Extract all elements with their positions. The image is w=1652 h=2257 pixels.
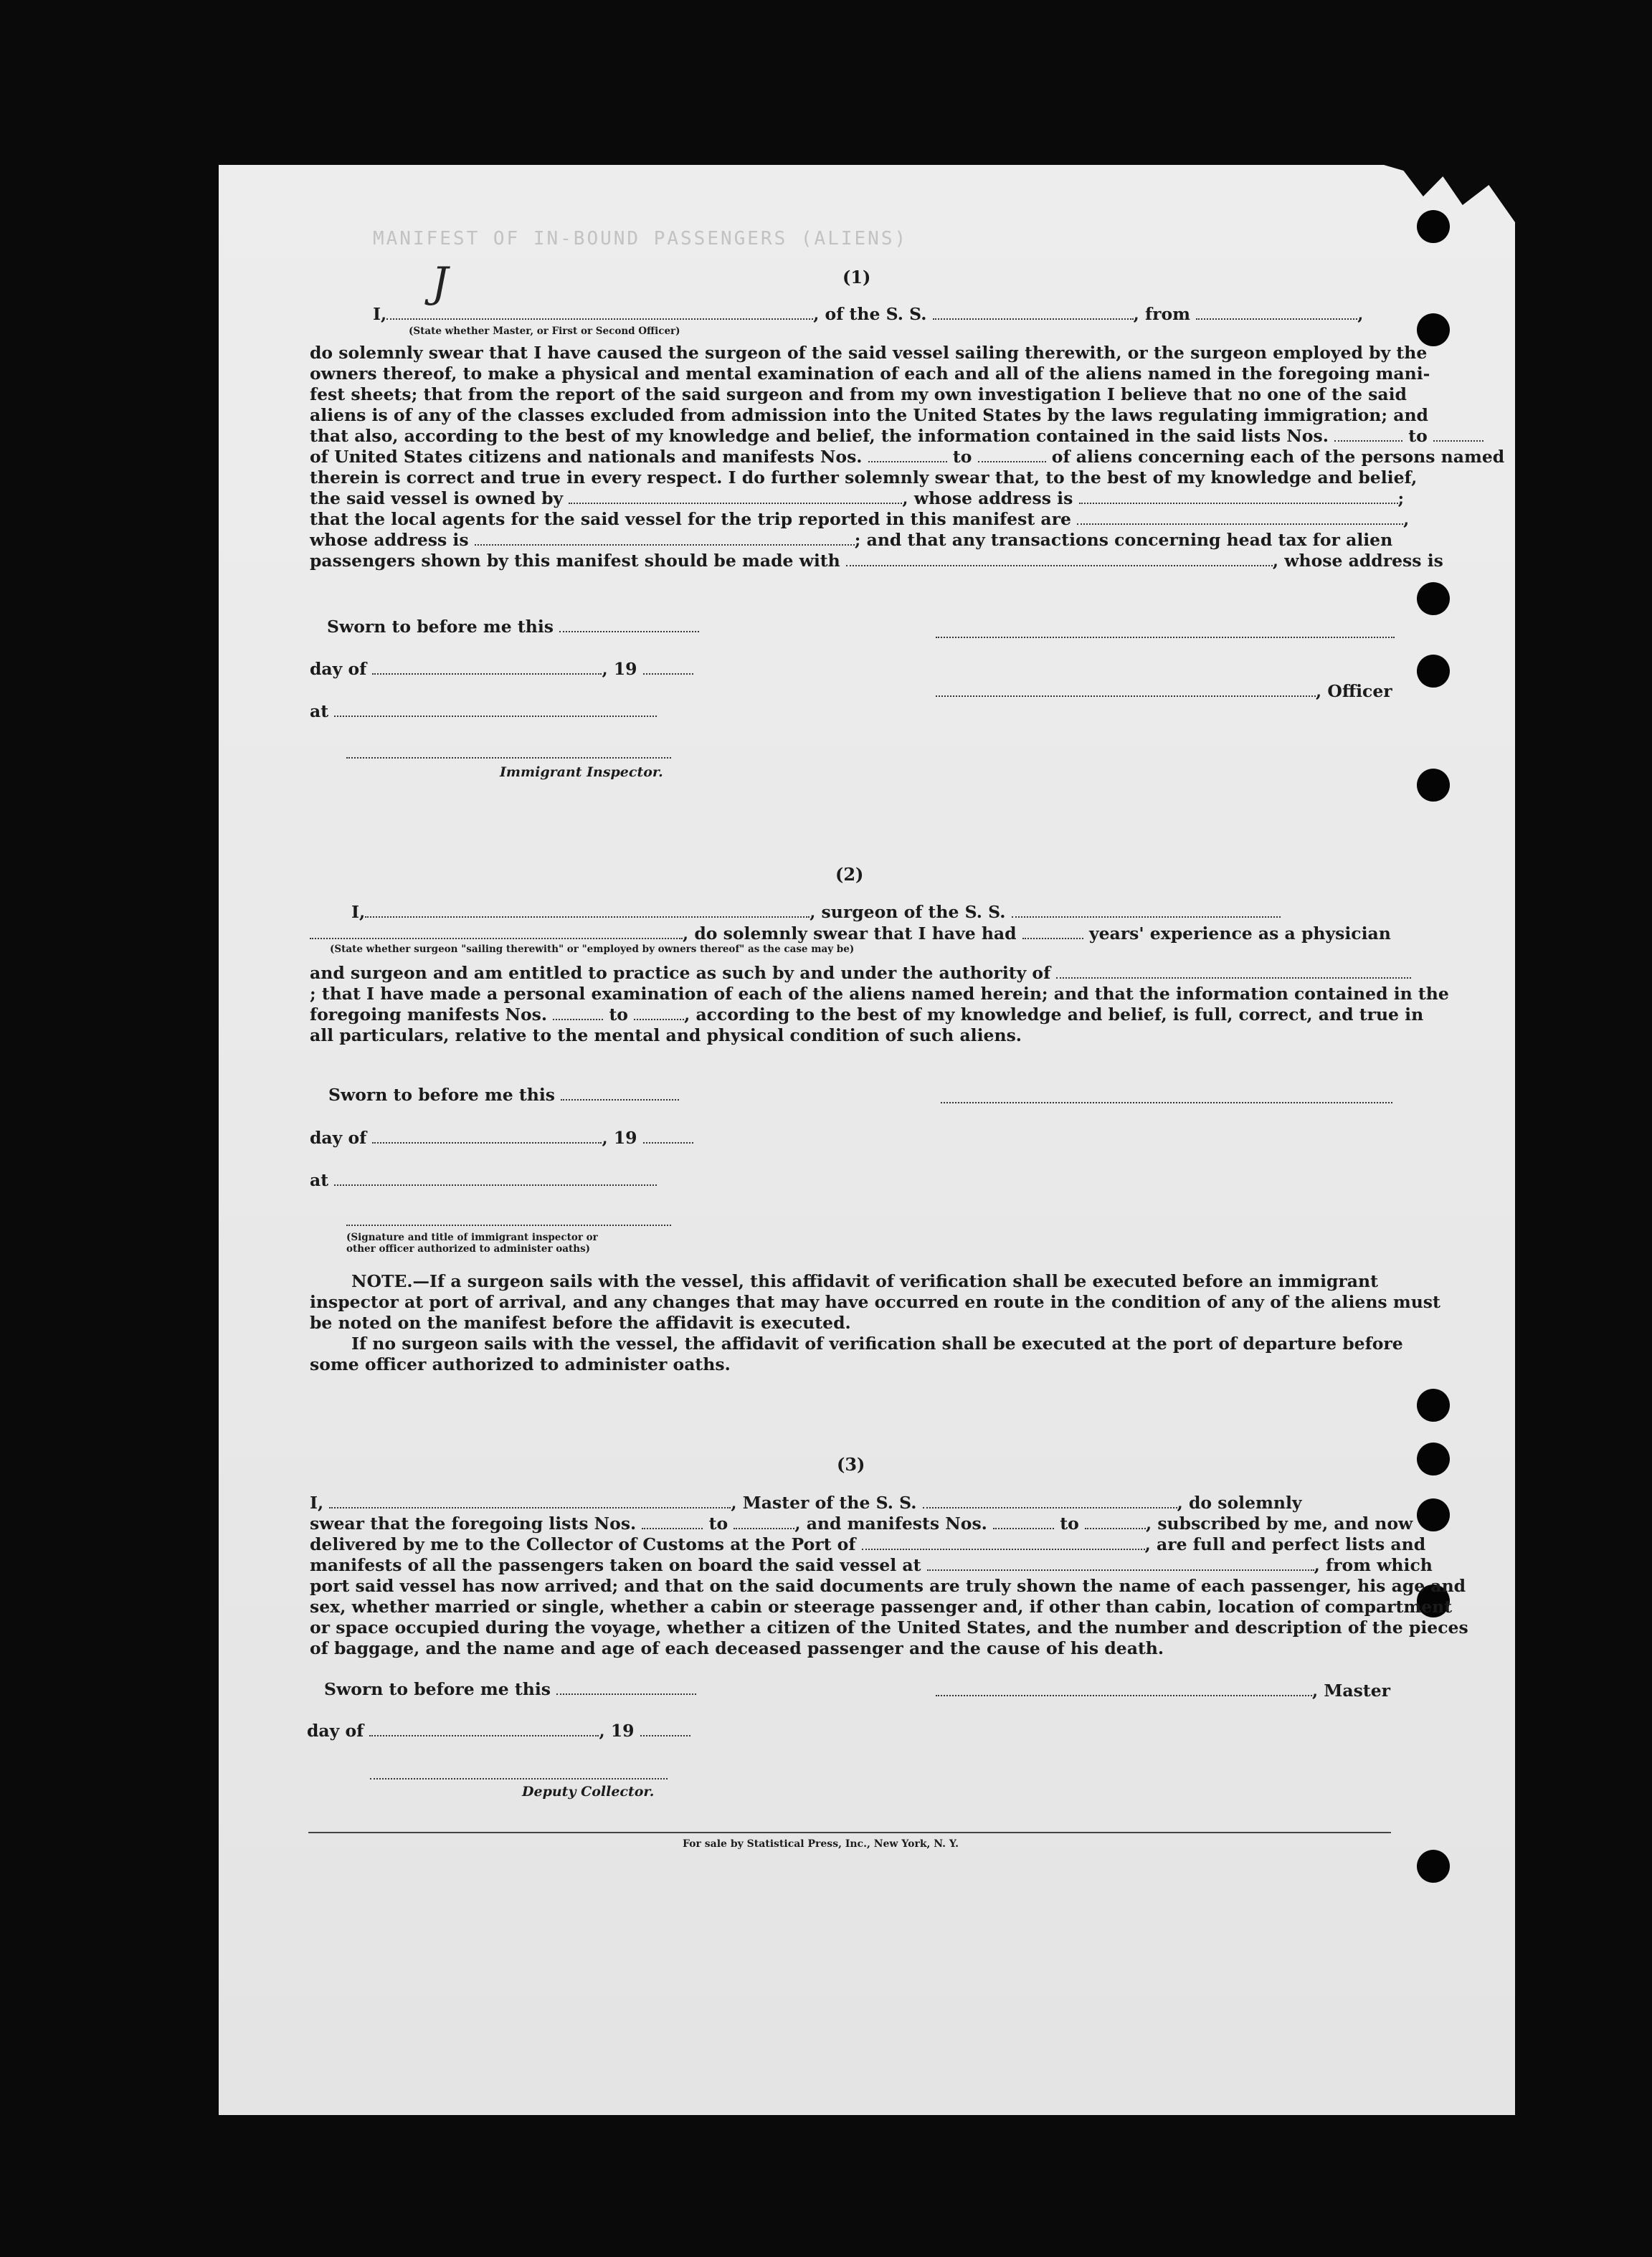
note-line-2: inspector at port of arrival, and any changes that may have occurred en route in the condition of any of the aliens must	[310, 1292, 1440, 1312]
note-line-4: If no surgeon sails with the vessel, the affidavit of verification shall be executed at the port of departure before	[351, 1334, 1403, 1354]
punch-hole	[1417, 1443, 1450, 1476]
affidavit-1-line-8: therein is correct and true in every respect. I do further solemnly swear that, to the best of my knowledge and belief,	[310, 467, 1418, 488]
punch-hole	[1417, 1850, 1450, 1883]
affidavit-3-line-7: or space occupied during the voyage, whether a citizen of the United States, and the number and description of the pieces	[310, 1617, 1468, 1638]
master-line: , Master	[936, 1681, 1390, 1701]
bleed-through-header: MANIFEST OF IN-BOUND PASSENGERS (ALIENS)	[373, 228, 908, 250]
punch-hole	[1417, 769, 1450, 802]
affidavit-3-line-2: swear that the foregoing lists Nos. to , and manifests Nos. to , subscribed by me, and now	[310, 1514, 1413, 1534]
officer-signature-line	[936, 637, 1395, 638]
affidavit-2-line-4: ; that I have made a personal examination of each of the aliens named herein; and that the information contained in the	[310, 984, 1449, 1004]
affidavit-1-line-9: the said vessel is owned by , whose address is ;	[310, 488, 1405, 508]
sworn-line: Sworn to before me this	[328, 1085, 679, 1105]
affidavit-3-line-8: of baggage, and the name and age of each deceased passenger and the cause of his death.	[310, 1638, 1164, 1658]
affidavit-3-line-3: delivered by me to the Collector of Customs at the Port of , are full and perfect lists and	[310, 1534, 1426, 1554]
deputy-collector-label: Deputy Collector.	[522, 1784, 655, 1800]
inspector-signature-line	[346, 757, 671, 759]
footer-rule	[308, 1832, 1391, 1833]
affidavit-1-line-1: I, , of the S. S. , from ,	[373, 304, 1364, 324]
sworn-line: Sworn to before me this	[324, 1679, 696, 1699]
section-number: (3)	[837, 1454, 865, 1475]
note-line-5: some officer authorized to administer oaths.	[310, 1354, 731, 1374]
affidavit-3-line-1: I, , Master of the S. S. , do solemnly	[310, 1493, 1302, 1513]
day-of-line: day of , 19	[310, 659, 693, 679]
affidavit-1-line-12: passengers shown by this manifest should be made with , whose address is	[310, 551, 1443, 571]
day-of-line: day of , 19	[310, 1128, 693, 1148]
affidavit-3-line-6: sex, whether married or single, whether a cabin or steerage passenger and, if other than cabin, location of compartment	[310, 1597, 1453, 1617]
punch-hole	[1417, 313, 1450, 346]
affidavit-1-line-5: aliens is of any of the classes excluded from admission into the United States by the laws regulating immigration; and	[310, 405, 1428, 425]
affidavit-1-line-7: of United States citizens and nationals and manifests Nos. to of aliens concerning each of the persons named	[310, 447, 1505, 467]
affidavit-1-line-3: owners thereof, to make a physical and mental examination of each and all of the aliens named in the foregoing mani-	[310, 364, 1430, 384]
affidavit-2-line-1: I, , surgeon of the S. S.	[351, 902, 1281, 922]
sworn-line: Sworn to before me this	[327, 617, 699, 637]
affidavit-1-line-6: that also, according to the best of my knowledge and belief, the information contained in the said lists Nos. to	[310, 426, 1484, 446]
handwritten-mark: J	[432, 258, 449, 307]
day-of-line: day of , 19	[307, 1721, 690, 1741]
signature-caption: (Signature and title of immigrant inspector or	[346, 1232, 598, 1243]
affidavit-1-line-4: fest sheets; that from the report of the said surgeon and from my own investigation I believe that no one of the said	[310, 384, 1407, 404]
affidavit-2-line-2: , do solemnly swear that I have had years' experience as a physician	[310, 923, 1391, 944]
immigrant-inspector-label: Immigrant Inspector.	[500, 764, 663, 780]
punch-hole	[1417, 1389, 1450, 1422]
collector-signature-line	[370, 1778, 668, 1780]
signature-caption: other officer authorized to administer oaths)	[346, 1243, 591, 1255]
punch-hole	[1417, 655, 1450, 688]
publisher-footer: For sale by Statistical Press, Inc., New York, N. Y.	[683, 1838, 959, 1850]
surgeon-signature-line	[941, 1102, 1392, 1103]
punch-hole	[1417, 582, 1450, 615]
section-number: (1)	[842, 267, 871, 288]
affidavit-1-line-10: that the local agents for the said vessel for the trip reported in this manifest are ,	[310, 509, 1410, 529]
inspector-signature-line	[346, 1225, 671, 1226]
affidavit-2-line-3: and surgeon and am entitled to practice as such by and under the authority of	[310, 963, 1411, 983]
punch-hole	[1417, 1498, 1450, 1531]
officer-line: , Officer	[936, 681, 1392, 701]
affidavit-3-line-4: manifests of all the passengers taken on board the said vessel at , from which	[310, 1555, 1433, 1575]
note-line-3: be noted on the manifest before the affidavit is executed.	[310, 1313, 851, 1333]
affidavit-1-caption: (State whether Master, or First or Second Officer)	[409, 326, 680, 337]
affidavit-2-line-6: all particulars, relative to the mental and physical condition of such aliens.	[310, 1025, 1022, 1045]
affidavit-3-line-5: port said vessel has now arrived; and that on the said documents are truly shown the name of each passenger, his age and	[310, 1576, 1466, 1596]
at-line: at	[310, 701, 657, 721]
affidavit-1-line-2: do solemnly swear that I have caused the surgeon of the said vessel sailing therewith, or the surgeon employed by the	[310, 343, 1428, 363]
note-line-1: NOTE.—If a surgeon sails with the vessel, this affidavit of verification shall be executed before an immigrant	[351, 1271, 1378, 1291]
affidavit-2-line-5: foregoing manifests Nos. to , according to the best of my knowledge and belief, is full, correct, and true in	[310, 1004, 1424, 1025]
punch-hole	[1417, 210, 1450, 243]
at-line: at	[310, 1170, 657, 1190]
affidavit-1-line-11: whose address is ; and that any transactions concerning head tax for alien	[310, 530, 1393, 550]
affidavit-2-caption: (State whether surgeon "sailing therewith" or "employed by owners thereof" as the case may be)	[330, 944, 855, 955]
section-number: (2)	[835, 864, 864, 885]
